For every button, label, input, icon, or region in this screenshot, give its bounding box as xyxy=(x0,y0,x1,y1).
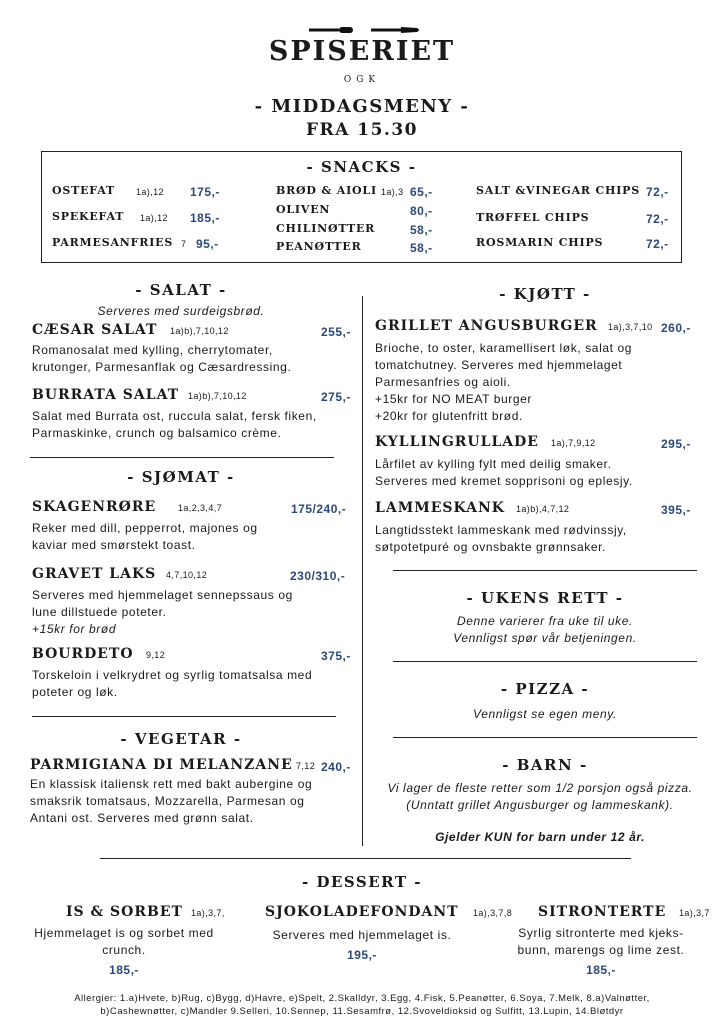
snack-item: PEANØTTER xyxy=(276,240,362,253)
barn-text: Vi lager de fleste retter som 1/2 porsjon også pizza. (Unntatt grillet Angusburger og lammeskank). xyxy=(387,781,693,812)
salat-note: Serveres med surdeigsbrød. xyxy=(97,304,265,318)
dish-description: Torskeloin i velkrydret og syrlig tomatsalsa med poteter og løk. xyxy=(32,668,313,699)
allergen-codes: 1a),7,9,12 xyxy=(551,438,596,448)
allergen-codes: 1a),3 xyxy=(381,187,404,197)
divider xyxy=(32,716,336,717)
dish-extra-note: +15kr for brød xyxy=(32,622,117,636)
allergen-codes: 1a),3,7,8 xyxy=(473,908,513,918)
kjott-heading: - KJØTT - xyxy=(499,285,591,303)
dish-name: KYLLINGRULLADE xyxy=(375,434,539,450)
dish-description: Brioche, to oster, karamellisert løk, salat og tomatchutney. Serveres med hjemmelaget Parmesanfries og aioli. +15kr for NO MEAT burger +20kr for glutenfritt brød. xyxy=(375,341,633,423)
pizza-heading: - PIZZA - xyxy=(500,680,590,698)
dish-description: Langtidsstekt lammeskank med rødvinssjy, søtpotetpuré og ovnsbakte grønnsaker. xyxy=(375,523,627,554)
snack-price: 72,- xyxy=(646,237,669,251)
dish-description: Serveres med hjemmelaget sennepssaus og lune dillstuede poteter. +15kr for brød xyxy=(32,587,352,638)
snack-item: OLIVEN xyxy=(276,203,331,216)
logo-text: SPISERIET xyxy=(268,36,456,67)
dish-description: En klassisk italiensk rett med bakt aubergine og smaksrik tomatsaus, Mozzarella, Parmesan og Antani ost. Serveres med grønn salat. xyxy=(30,777,313,825)
dish-name: SKAGENRØRE xyxy=(32,499,157,515)
snack-item: PARMESANFRIES xyxy=(52,236,174,249)
snack-item: ROSMARIN CHIPS xyxy=(476,236,604,249)
allergen-codes: 7,12 xyxy=(296,761,316,771)
snack-item: OSTEFAT xyxy=(52,184,115,197)
dish-description: Reker med dill, pepperrot, majones og kaviar med smørstekt toast. xyxy=(32,521,258,552)
snack-price: 65,- xyxy=(410,185,433,199)
dish-description: Hjemmelaget is og sorbet med crunch. xyxy=(34,926,214,957)
allergen-codes: 1a),12 xyxy=(136,187,164,197)
logo xyxy=(0,24,724,85)
snack-item: BRØD & AIOLI xyxy=(276,184,377,197)
dish-price: 185,- xyxy=(109,963,139,977)
divider xyxy=(393,737,697,738)
dish-price: 240,- xyxy=(321,760,351,774)
dish-name: GRAVET LAKS xyxy=(32,566,157,582)
logo-subtext: OGK xyxy=(343,75,381,85)
dish-name: CÆSAR SALAT xyxy=(32,322,158,338)
pizza-text: Vennligst se egen meny. xyxy=(473,707,617,721)
snack-price: 80,- xyxy=(410,204,433,218)
dish-price: 395,- xyxy=(661,503,691,517)
dish-description: Serveres med hjemmelaget is. xyxy=(272,928,452,942)
dish-name: BURRATA SALAT xyxy=(32,387,180,403)
snack-price: 185,- xyxy=(190,211,220,225)
allergen-codes: 1a),3,7,10 xyxy=(608,322,653,332)
dish-name: GRILLET ANGUSBURGER xyxy=(375,318,598,334)
menu-subtitle: FRA 15.30 xyxy=(305,120,419,140)
allergen-codes: 1a),3,7, xyxy=(191,908,225,918)
logo-cutlery-icon xyxy=(277,24,447,34)
snack-item: CHILINØTTER xyxy=(276,222,376,235)
menu-title: - MIDDAGSMENY - xyxy=(254,96,470,117)
snack-price: 175,- xyxy=(190,185,220,199)
ukens-rett-heading: - UKENS RETT - xyxy=(466,589,624,607)
dish-price: 275,- xyxy=(321,390,351,404)
snack-price: 58,- xyxy=(410,241,433,255)
dish-name: LAMMESKANK xyxy=(375,500,505,516)
dish-description: Salat med Burrata ost, ruccula salat, fersk fiken, Parmaskinke, crunch og balsamico crème. xyxy=(32,409,317,440)
column-divider xyxy=(362,296,363,846)
dish-name: PARMIGIANA DI MELANZANE xyxy=(30,757,293,773)
dish-price: 195,- xyxy=(347,948,377,962)
snack-price: 95,- xyxy=(196,237,219,251)
divider xyxy=(393,661,697,662)
snack-price: 58,- xyxy=(410,223,433,237)
allergen-codes: 9,12 xyxy=(146,650,166,660)
dish-price: 295,- xyxy=(661,437,691,451)
dish-price: 230/310,- xyxy=(290,569,346,583)
dish-description: Lårfilet av kylling fylt med deilig smaker. Serveres med kremet sopprisoni og eplesjy. xyxy=(375,457,633,488)
dessert-heading: - DESSERT - xyxy=(302,873,422,891)
snack-item: TRØFFEL CHIPS xyxy=(476,211,590,224)
allergy-legend: Allergier: 1.a)Hvete, b)Rug, c)Bygg, d)Havre, e)Spelt, 2.Skalldyr, 3.Egg, 4.Fisk, 5.Peanøtter, 6.Soya, 7.Melk, 8.a)Valnøtter, b)Cashewnøtter, c)Mandler 9.Selleri, 10.Sennep, 11.Sesamfrø, 12.Svoveldioksid og Sulfitt, 13.Lupin, 14.Bløtdyr xyxy=(74,993,650,1017)
allergen-codes: 1a),3,7 xyxy=(679,908,710,918)
dish-name: SJOKOLADEFONDANT xyxy=(265,904,459,920)
allergen-codes: 1a,2,3,4,7 xyxy=(178,503,223,513)
allergen-codes: 7 xyxy=(181,239,187,249)
dish-name: BOURDETO xyxy=(32,646,134,662)
barn-heading: - BARN - xyxy=(502,756,588,774)
divider xyxy=(30,457,334,458)
allergen-codes: 1a)b),4,7,12 xyxy=(516,504,570,514)
snacks-heading: - SNACKS - xyxy=(306,158,417,176)
dish-name: IS & SORBET xyxy=(66,904,183,920)
snack-price: 72,- xyxy=(646,212,669,226)
allergen-codes: 4,7,10,12 xyxy=(166,570,208,580)
dish-price: 375,- xyxy=(321,649,351,663)
barn-note: Gjelder KUN for barn under 12 år. xyxy=(435,830,645,844)
dish-price: 175/240,- xyxy=(291,502,347,516)
allergen-codes: 1a)b),7,10,12 xyxy=(170,326,229,336)
snack-item: SALT &VINEGAR CHIPS xyxy=(476,184,640,197)
dish-price: 185,- xyxy=(586,963,616,977)
snack-item: SPEKEFAT xyxy=(52,210,125,223)
allergen-codes: 1a),12 xyxy=(140,213,168,223)
salat-heading: - SALAT - xyxy=(135,281,227,299)
vegetar-heading: - VEGETAR - xyxy=(120,730,242,748)
dish-price: 255,- xyxy=(321,325,351,339)
sjomat-heading: - SJØMAT - xyxy=(127,468,235,486)
divider xyxy=(100,858,631,859)
snack-price: 72,- xyxy=(646,185,669,199)
allergen-codes: 1a)b),7,10,12 xyxy=(188,391,247,401)
divider xyxy=(393,570,697,571)
dish-description: Syrlig sitronterte med kjeks- bunn, marengs og lime zest. xyxy=(517,926,685,957)
dish-description: Romanosalat med kylling, cherrytomater, krutonger, Parmesanflak og Cæsardressing. xyxy=(32,343,292,374)
dish-name: SITRONTERTE xyxy=(538,904,667,920)
dish-price: 260,- xyxy=(661,321,691,335)
ukens-rett-text: Denne varierer fra uke til uke. Vennligst spør vår betjeningen. xyxy=(453,614,637,645)
